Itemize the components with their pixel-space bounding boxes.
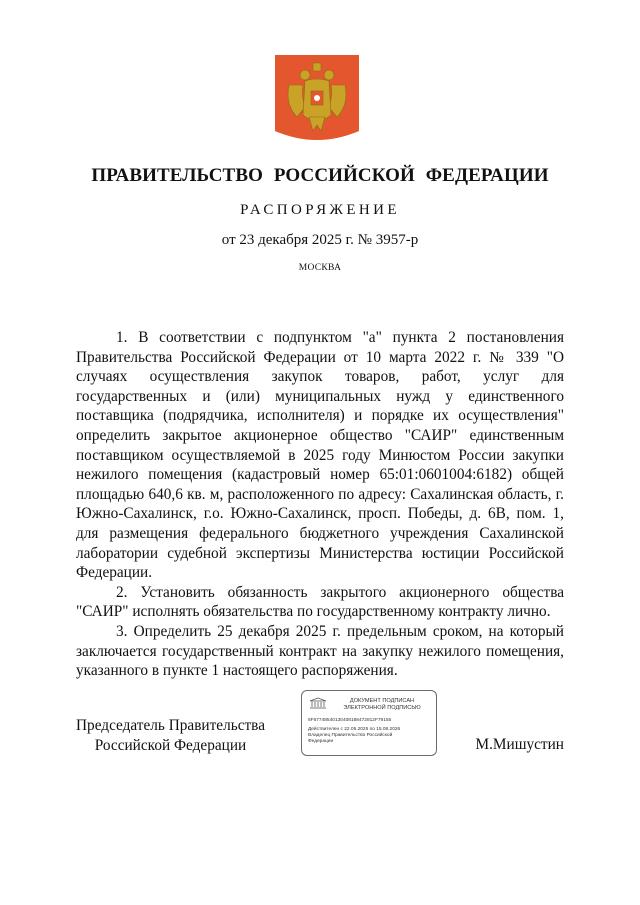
stamp-owner-line1: Владелец Правительство Российской: [308, 733, 393, 738]
document-city: МОСКВА: [298, 263, 342, 273]
government-building-icon: [309, 697, 327, 709]
stamp-valid: Действителен с 22.05.2025 по 15.08.2026: [308, 727, 401, 732]
signer-name: М.Мишустин: [475, 736, 564, 753]
electronic-signature-stamp: [301, 690, 437, 756]
document-type: РАСПОРЯЖЕНИЕ: [240, 202, 400, 218]
russian-coat-of-arms-icon: [275, 55, 359, 143]
signer-position: [76, 716, 265, 755]
page-title: ПРАВИТЕЛЬСТВО РОССИЙСКОЙ ФЕДЕРАЦИИ: [91, 165, 549, 186]
paragraph-2: 2. Установить обязанность закрытого акционерного общества "САИР" исполнять обязательства по государственному контракту лично.: [76, 583, 564, 621]
stamp-title-line1: ДОКУМЕНТ ПОДПИСАН: [349, 698, 415, 704]
signer-position-line2: Российской Федерации: [94, 736, 247, 754]
document-date: от 23 декабря 2025 г. № 3957-р: [221, 232, 419, 248]
stamp-title-line2: ЭЛЕКТРОННОЙ ПОДПИСЬЮ: [343, 704, 421, 711]
signer-position-line1: Председатель Правительства: [76, 717, 265, 734]
stamp-title: [332, 698, 432, 711]
paragraph-3: 3. Определить 25 декабря 2025 г. предельным сроком, на который заключается государственный контракт на закупку нежилого помещения, указанного в пункте 1 настоящего распоряжения.: [76, 622, 564, 680]
stamp-serial: 6F67748540130408188472812F79155: [308, 718, 392, 723]
paragraph-1: 1. В соответствии с подпунктом "а" пункта 2 постановления Правительства Российской Федерации от 10 марта 2022 г. № 339 "О случаях осуществления закупок товаров, работ, услуг для государственных и (или) муниципальных нужд у единственного поставщика (подрядчика, исполнителя) и порядке их осуществления" определить закрытое акционерное общество "САИР" единственным поставщиком осуществляемой в 2025 году Минюстом России закупки нежилого помещения (кадастровый номер 65:01:0601004:6182) общей площадью 640,6 кв. м, расположенного по адресу: Сахалинская область, г. Южно-Сахалинск, г.о. Южно-Сахалинск, просп. Победы, д. 6В, пом. 1, для размещения федерального бюджетного учреждения Сахалинской лаборатории судебной экспертизы Министерства юстиции Российской Федерации.: [76, 329, 564, 582]
document-body: [76, 328, 564, 681]
stamp-owner-line2: Федерации: [308, 739, 334, 744]
